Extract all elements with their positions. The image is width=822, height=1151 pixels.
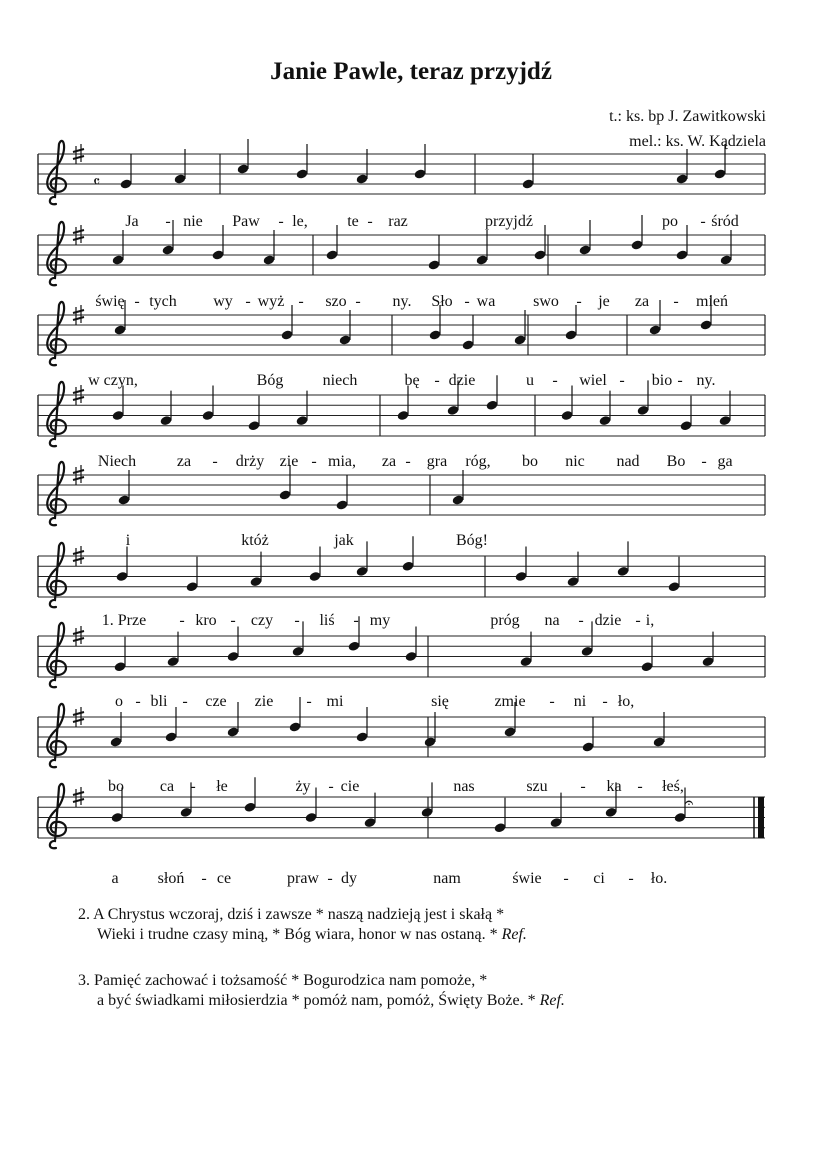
lyric-syllable: wyż (257, 293, 285, 310)
lyric-syllable: a (111, 870, 119, 887)
lyric-syllable: ni (573, 693, 587, 710)
lyric-syllable: ło. (650, 870, 668, 887)
melody-credit: mel.: ks. W. Kądziela (629, 133, 766, 150)
lyric-syllable: próg (490, 612, 520, 629)
refrain-mark: Ref. (501, 926, 527, 943)
lyric-syllable: któż (241, 532, 269, 549)
lyric-syllable: - (464, 293, 470, 310)
sharp-sign (73, 310, 84, 313)
treble-clef-icon (47, 222, 66, 285)
lyric-syllable: wa (476, 293, 496, 310)
verse-3 (78, 971, 565, 1011)
lyric-syllable: te (347, 213, 359, 230)
lyric-syllable: swo (533, 293, 559, 310)
lyric-syllable: ży (295, 778, 311, 795)
lyric-syllable: czy (250, 612, 274, 629)
lyric-syllable: ny. (696, 372, 716, 389)
lyric-syllable: na (544, 612, 560, 629)
treble-clef-icon (47, 543, 66, 607)
fermata-icon: 𝄐 (684, 795, 694, 812)
treble-clef-icon (47, 141, 66, 204)
lyric-syllable: bli (150, 693, 168, 710)
lyric-syllable: i, (645, 612, 655, 629)
sharp-sign (73, 156, 84, 159)
lyric-syllable: śród (711, 213, 739, 230)
lyric-syllable: nam (433, 870, 461, 887)
lyric-syllable: cie (340, 778, 360, 795)
lyric-syllable: - (628, 870, 634, 887)
time-signature: 𝄴 (93, 174, 101, 191)
lyric-syllable: bo (108, 778, 124, 795)
lyric-syllable: - (135, 693, 141, 710)
lyric-syllable: i (125, 532, 131, 549)
lyric-syllable: - (182, 693, 188, 710)
lyric-syllable: mi (326, 693, 344, 710)
lyric-syllable: - (405, 453, 411, 470)
lyric-syllable: o (115, 693, 123, 710)
lyric-syllable: kro (195, 612, 217, 629)
lyric-syllable: - (602, 693, 608, 710)
lyric-syllable: Sło (431, 293, 453, 310)
lyric-syllable: - (327, 870, 333, 887)
lyric-syllable: - (576, 293, 582, 310)
lyric-syllable: - (677, 372, 683, 389)
lyric-syllable: - (549, 693, 555, 710)
lyric-syllable: łeś, (662, 778, 684, 795)
lyric-syllable: Bo (666, 453, 686, 470)
sharp-sign (73, 792, 84, 795)
sharp-sign (73, 631, 84, 634)
lyric-syllable: le, (292, 213, 308, 230)
lyric-syllable: za (634, 293, 650, 310)
verse-line: 2. A Chrystus wczoraj, dziś i zawsze * naszą nadzieją jest i skałą * (78, 906, 505, 923)
lyric-syllable: - (434, 372, 440, 389)
lyric-syllable: bę (404, 372, 420, 389)
lyric-syllable: wiel (579, 372, 607, 389)
lyric-syllable: drży (235, 453, 265, 470)
lyric-syllable: je (598, 293, 610, 310)
lyrics-credit: t.: ks. bp J. Zawitkowski (609, 108, 766, 125)
lyric-syllable: - (294, 612, 300, 629)
treble-clef-icon (47, 704, 66, 767)
lyric-syllable: - (134, 293, 140, 310)
treble-clef-icon (47, 462, 66, 525)
lyric-syllable: świę (95, 293, 125, 310)
lyric-syllable: za (381, 453, 397, 470)
lyric-syllable: - (367, 213, 373, 230)
lyric-syllable: łe (216, 778, 228, 795)
lyric-syllable: róg, (465, 453, 491, 470)
treble-clef-icon (47, 302, 66, 365)
sharp-sign (73, 230, 84, 233)
sharp-sign (73, 237, 84, 240)
lyric-syllable: się (431, 693, 449, 710)
lyric-syllable: zmie (494, 693, 526, 710)
lyric-syllable: ce (216, 870, 232, 887)
lyric-syllable: ka (606, 778, 622, 795)
lyric-syllable: - (328, 778, 334, 795)
lyric-syllable: w czyn, (88, 372, 138, 389)
lyric-syllable: - (563, 870, 569, 887)
lyric-syllable: tych (149, 293, 177, 310)
verse-line: Wieki i trudne czasy miną, * Bóg wiara, honor w nas ostaną. * (97, 926, 498, 943)
lyric-syllable: ga (717, 453, 733, 470)
lyric-syllable: jak (334, 532, 354, 549)
lyric-syllable: - (619, 372, 625, 389)
lyric-syllable: - (306, 693, 312, 710)
lyric-syllable: Paw (232, 213, 260, 230)
lyric-syllable: zie (254, 693, 274, 710)
verse-line: 3. Pamięć zachować i tożsamość * Bogurodzica nam pomoże, * (78, 972, 488, 989)
lyric-syllable: - (201, 870, 207, 887)
sharp-sign (73, 470, 84, 473)
lyric-syllable: mień (696, 293, 728, 310)
lyric-syllable: ło, (617, 693, 635, 710)
lyric-syllable: gra (426, 453, 448, 470)
lyric-syllable: - (212, 453, 218, 470)
sharp-sign (73, 719, 84, 722)
lyric-syllable: my (369, 612, 391, 629)
lyric-syllable: po (662, 213, 678, 230)
lyric-syllable: ca (159, 778, 175, 795)
lyric-syllable: Ja (125, 213, 139, 230)
lyric-syllable: - (578, 612, 584, 629)
lyric-syllable: wy (213, 293, 233, 310)
lyric-syllable: Bóg! (456, 532, 488, 549)
verse-2 (78, 905, 565, 945)
sharp-sign (73, 477, 84, 480)
verse-line: a być świadkami miłosierdzia * pomóż nam, pomóż, Święty Boże. * (97, 992, 536, 1009)
lyric-syllable: - (190, 778, 196, 795)
lyric-syllable: - (230, 612, 236, 629)
lyric-syllable: nad (616, 453, 640, 470)
sharp-sign (73, 799, 84, 802)
lyric-syllable: - (311, 453, 317, 470)
lyric-syllable: - (278, 213, 284, 230)
lyric-syllable: ny. (392, 293, 412, 310)
treble-clef-icon (47, 623, 66, 687)
lyric-syllable: za (176, 453, 192, 470)
lyric-syllable: nas (453, 778, 475, 795)
lyric-syllable: ci (593, 870, 605, 887)
lyric-syllable: bo (522, 453, 538, 470)
lyric-syllable: - (353, 612, 359, 629)
sharp-sign (73, 558, 84, 561)
lyric-syllable: - (355, 293, 361, 310)
lyric-syllable: cze (205, 693, 227, 710)
lyric-syllable: raz (388, 213, 408, 230)
lyric-syllable: szu (526, 778, 548, 795)
lyric-syllable: - (580, 778, 586, 795)
lyric-syllable: nic (565, 453, 585, 470)
lyric-syllable: niech (322, 372, 358, 389)
lyric-syllable: nie (183, 213, 203, 230)
lyric-syllable: - (701, 453, 707, 470)
lyric-syllable: słoń (157, 870, 185, 887)
lyric-syllable: - (165, 213, 171, 230)
lyric-syllable: - (700, 213, 706, 230)
song-title: Janie Pawle, teraz przyjdź (270, 58, 552, 85)
lyric-syllable: - (635, 612, 641, 629)
treble-clef-icon (47, 382, 66, 446)
sharp-sign (73, 317, 84, 320)
lyric-syllable: szo (325, 293, 347, 310)
sharp-sign (73, 638, 84, 641)
lyric-syllable: u (526, 372, 534, 389)
lyric-syllable: - (552, 372, 558, 389)
lyric-syllable: bio (651, 372, 673, 389)
sharp-sign (73, 149, 84, 152)
sharp-sign (73, 712, 84, 715)
sharp-sign (73, 551, 84, 554)
lyric-syllable: - (673, 293, 679, 310)
additional-verses (78, 905, 565, 1037)
lyric-syllable: przyjdź (485, 213, 533, 230)
lyric-syllable: dzie (448, 372, 476, 389)
lyric-syllable: - (245, 293, 251, 310)
lyric-syllable: praw (287, 870, 319, 887)
lyric-syllable: liś (319, 612, 335, 629)
lyric-syllable: - (179, 612, 185, 629)
final-barline-thick (758, 797, 764, 838)
refrain-mark: Ref. (539, 992, 565, 1009)
treble-clef-icon (47, 784, 66, 848)
lyric-syllable: - (298, 293, 304, 310)
lyric-syllable: Bóg (256, 372, 284, 389)
lyric-syllable: świe (512, 870, 542, 887)
lyric-syllable: Niech (97, 453, 137, 470)
lyric-syllable: zie (279, 453, 299, 470)
sharp-sign (73, 397, 84, 400)
lyric-syllable: mia, (328, 453, 356, 470)
lyric-syllable: dy (341, 870, 357, 887)
lyric-syllable: - (637, 778, 643, 795)
lyric-syllable: 1. Prze (101, 612, 147, 629)
sharp-sign (73, 390, 84, 393)
lyric-syllable: dzie (594, 612, 622, 629)
